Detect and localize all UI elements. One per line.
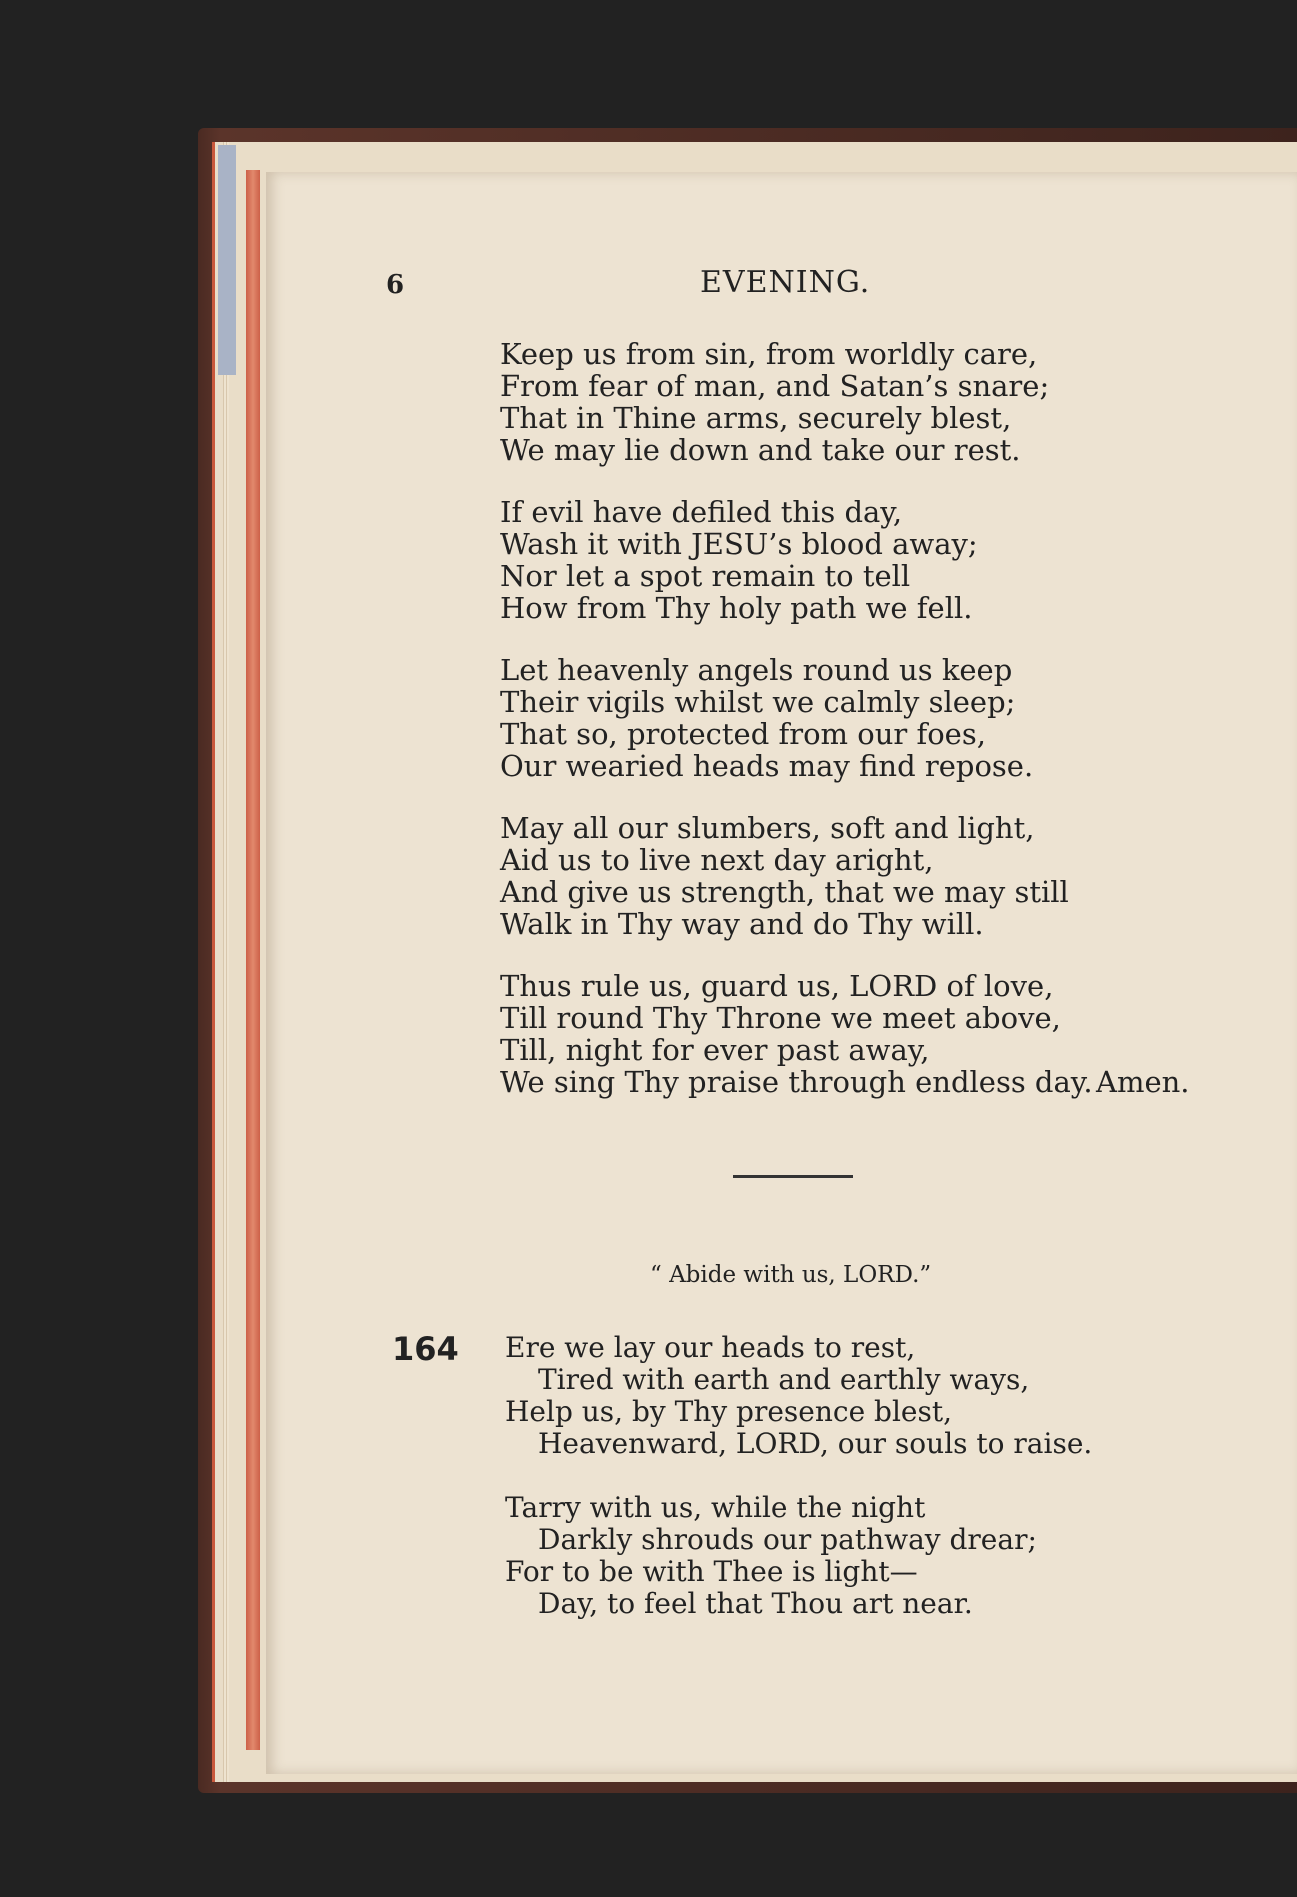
stanza-4 xyxy=(500,812,1069,940)
verse-line: That in Thine arms, securely blest, xyxy=(500,401,1012,435)
verse-line: Ere we lay our heads to rest, xyxy=(505,1331,916,1364)
verse-line: That so, protected from our foes, xyxy=(500,717,986,751)
verse-line: Let heavenly angels round us keep xyxy=(500,653,1013,687)
verse-line: Nor let a spot remain to tell xyxy=(500,559,911,593)
verse-line: Our wearied heads may find repose. xyxy=(500,749,1034,783)
hymn-stanza-2 xyxy=(505,1492,1037,1620)
verse-line: Thus rule us, guard us, LORD of love, xyxy=(500,969,1054,1003)
verse-line: Heavenward, LORD, our souls to raise. xyxy=(538,1427,1093,1460)
verse-line: We sing Thy praise through endless day. xyxy=(500,1065,1093,1099)
verse-line: How from Thy holy path we fell. xyxy=(500,591,973,625)
verse-line: Keep us from sin, from worldly care, xyxy=(500,337,1038,371)
verse-line: From fear of man, and Satan’s snare; xyxy=(500,369,1050,403)
page-number: 6 xyxy=(386,270,405,300)
stanza-3 xyxy=(500,654,1033,782)
verse-line: Till round Thy Throne we meet above, xyxy=(500,1001,1061,1035)
verse-line: Tarry with us, while the night xyxy=(505,1491,926,1524)
bookmark-tab xyxy=(218,145,236,375)
running-head: EVENING. xyxy=(700,265,871,300)
verse-line: Help us, by Thy presence blest, xyxy=(505,1395,953,1428)
verse-line: May all our slumbers, soft and light, xyxy=(500,811,1035,845)
verse-line: And give us strength, that we may still xyxy=(500,875,1069,909)
verse-line: We may lie down and take our rest. xyxy=(500,433,1021,467)
verse-line: Darkly shrouds our pathway drear; xyxy=(538,1523,1037,1556)
verse-line: Walk in Thy way and do Thy will. xyxy=(500,907,984,941)
verse-line: For to be with Thee is light— xyxy=(505,1555,918,1588)
stanza-1 xyxy=(500,338,1049,466)
hymn-stanza-1 xyxy=(505,1332,1092,1460)
verse-line: Aid us to live next day aright, xyxy=(500,843,934,877)
amen: Amen. xyxy=(1096,1065,1190,1099)
red-page-edge xyxy=(246,170,260,1750)
stanza-2 xyxy=(500,496,978,624)
section-divider xyxy=(733,1175,853,1178)
verse-line: Till, night for ever past away, xyxy=(500,1033,930,1067)
verse-line: Day, to feel that Thou art near. xyxy=(538,1587,973,1620)
verse-line: Wash it with JESU’s blood away; xyxy=(500,527,978,561)
verse-line: If evil have defiled this day, xyxy=(500,495,903,529)
hymn-subtitle: “ Abide with us, LORD.” xyxy=(650,1262,932,1288)
verse-line: Tired with earth and earthly ways, xyxy=(538,1363,1030,1396)
stanza-5 xyxy=(500,970,1093,1098)
verse-line: Their vigils whilst we calmly sleep; xyxy=(500,685,1016,719)
hymn-number: 164 xyxy=(392,1330,459,1368)
